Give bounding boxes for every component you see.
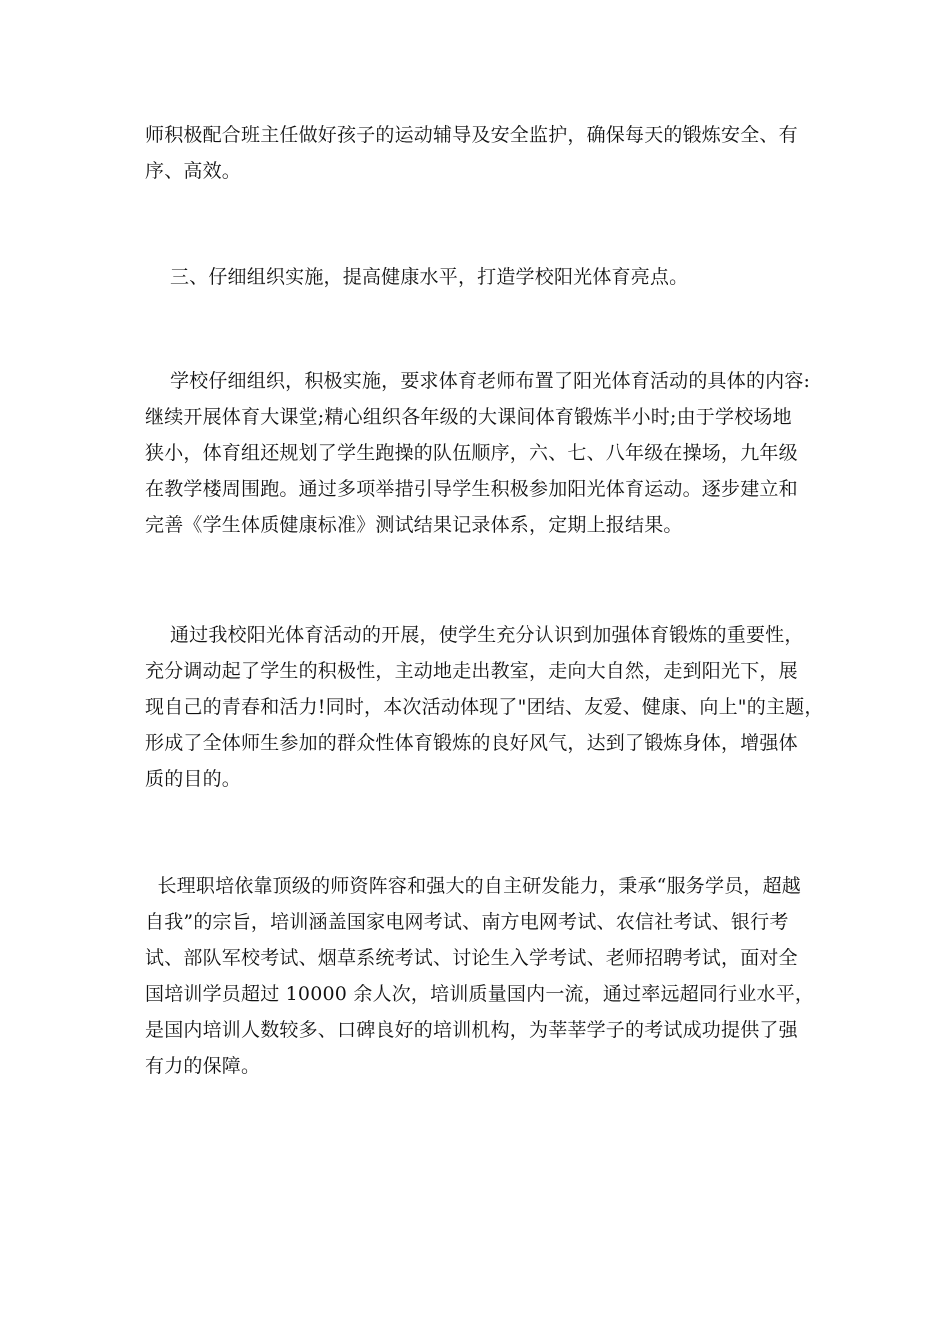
paragraph-line: 形成了全体师生参加的群众性体育锻炼的良好风气，达到了锻炼身体，增强体 <box>145 732 798 754</box>
paragraph-line: 是国内培训人数较多、口碑良好的培训机构，为莘莘学子的考试成功提供了强 <box>145 1019 798 1041</box>
paragraph-line: 长理职培依靠顶级的师资阵容和强大的自主研发能力，秉承“服务学员，超越 <box>145 875 801 897</box>
paragraph-5 <box>145 868 825 1084</box>
paragraph-line: 现自己的青春和活力!同时，本次活动体现了"团结、友爱、健康、向上"的主题， <box>145 696 824 718</box>
paragraph-line: 师积极配合班主任做好孩子的运动辅导及安全监护，确保每天的锻炼安全、有 <box>145 124 798 146</box>
paragraph-line: 在教学楼周围跑。通过多项举措引导学生积极参加阳光体育运动。逐步建立和 <box>145 478 798 500</box>
paragraph-1 <box>145 117 825 189</box>
paragraph-line: 完善《学生体质健康标准》测试结果记录体系，定期上报结果。 <box>145 514 683 536</box>
paragraph-line: 通过我校阳光体育活动的开展，使学生充分认识到加强体育锻炼的重要性， <box>145 624 804 646</box>
paragraph-line: 国培训学员超过 10000 余人次，培训质量国内一流，通过率远超同行业水平， <box>145 983 815 1005</box>
heading-line: 三、仔细组织实施，提高健康水平，打造学校阳光体育亮点。 <box>145 266 689 288</box>
paragraph-line: 有力的保障。 <box>145 1055 261 1077</box>
paragraph-line: 质的目的。 <box>145 768 242 790</box>
paragraph-4 <box>145 617 825 797</box>
paragraph-line: 学校仔细组织，积极实施，要求体育老师布置了阳光体育活动的具体的内容: <box>145 370 811 392</box>
paragraph-line: 序、高效。 <box>145 160 242 182</box>
paragraph-line: 狭小，体育组还规划了学生跑操的队伍顺序，六、七、八年级在操场，九年级 <box>145 442 798 464</box>
paragraph-3 <box>145 363 825 543</box>
paragraph-line: 充分调动起了学生的积极性，主动地走出教室，走向大自然，走到阳光下，展 <box>145 660 798 682</box>
section-heading <box>145 259 825 295</box>
paragraph-line: 继续开展体育大课堂;精心组织各年级的大课间体育锻炼半小时;由于学校场地 <box>145 406 792 428</box>
paragraph-line: 试、部队军校考试、烟草系统考试、讨论生入学考试、老师招聘考试，面对全 <box>145 947 798 969</box>
paragraph-line: 自我”的宗旨，培训涵盖国家电网考试、南方电网考试、农信社考试、银行考 <box>145 911 789 933</box>
